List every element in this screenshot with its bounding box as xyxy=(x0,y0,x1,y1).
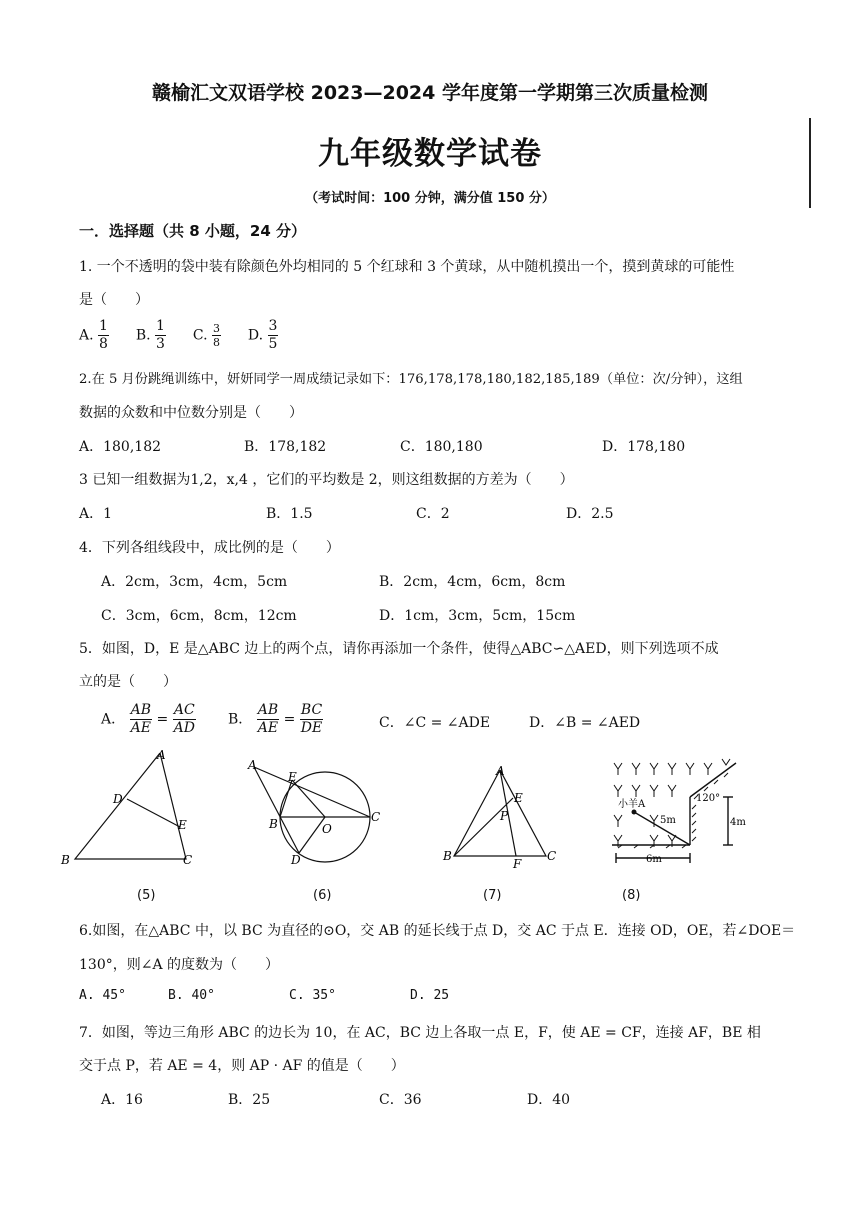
fig5-label-d: D xyxy=(113,792,123,806)
school-header: 赣榆汇文双语学校 2023—2024 学年度第一学期第三次质量检测 xyxy=(152,82,708,104)
q6-option-c: C. 35° xyxy=(289,988,336,1003)
fig5-label-b: B xyxy=(61,853,70,867)
q6-stem-line2: 130°，则∠A 的度数为（ ） xyxy=(79,957,280,973)
fig8-width-label: 6m xyxy=(646,854,662,865)
q5-option-a: A． $\frac{AB}{AE}$ = $\frac{AC}{AD}$ xyxy=(101,702,195,736)
fig7-label-f: F xyxy=(513,857,522,871)
q5-a-frac1: $\frac{AB}{AE}$ xyxy=(130,702,151,736)
q2-option-a: A．180,182 xyxy=(79,439,162,455)
q3-option-d: D．2.5 xyxy=(566,506,614,522)
q6-option-a: A. 45° xyxy=(79,988,126,1003)
fig5-label-c: C xyxy=(183,853,193,867)
fig6-label-a: A xyxy=(248,758,257,772)
q5-b-frac2: $\frac{BC}{DE}$ xyxy=(300,702,323,736)
fig7-label-c: C xyxy=(547,849,557,863)
q1-option-c-fraction: $\frac{3}{8}$ xyxy=(213,322,220,349)
q1-option-a-fraction: $\frac{1}{8}$ xyxy=(99,318,108,352)
fig8-angle-label: 120° xyxy=(696,793,721,804)
q2-option-c: C．180,180 xyxy=(400,439,483,455)
fig8-goat-label: 小羊A xyxy=(618,799,646,810)
q1-option-c-label: C. xyxy=(192,327,208,344)
fig5-label-a: A xyxy=(157,748,166,762)
fig7-label-b: B xyxy=(443,849,452,863)
q2-stem-line1: 2.在 5 月份跳绳训练中，妍妍同学一周成绩记录如下：176,178,178,180,182,185,189（单位：次/分钟），这组 xyxy=(79,372,743,387)
figure-5 xyxy=(55,745,205,870)
figure-7-caption: (7) xyxy=(483,888,502,903)
q6-option-d: D. 25 xyxy=(410,988,450,1003)
q5-option-c: C．∠C = ∠ADE xyxy=(379,715,491,731)
q5-stem-line2: 立的是（ ） xyxy=(79,674,177,690)
q7-stem-line1: 7．如图，等边三角形 ABC 的边长为 10，在 AC，BC 边上各取一点 E，F，使 AE = CF，连接 AF，BE 相 xyxy=(79,1025,761,1041)
q5-b-frac1: $\frac{AB}{AE}$ xyxy=(257,702,279,736)
q2-stem-line2: 数据的众数和中位数分别是（ ） xyxy=(79,405,303,421)
q7-option-b: B．25 xyxy=(228,1092,271,1108)
fig7-label-e: E xyxy=(514,791,523,805)
q3-option-a: A．1 xyxy=(79,506,113,522)
page-title: 九年级数学试卷 xyxy=(318,136,542,172)
figure-8 xyxy=(608,755,748,875)
q1-option-a-label: A. xyxy=(79,327,94,344)
q6-option-b: B. 40° xyxy=(168,988,215,1003)
figure-8-caption: (8) xyxy=(622,888,641,903)
q6-stem-line1: 6.如图，在△ABC 中，以 BC 为直径的⊙O，交 AB 的延长线于点 D，交 AC 于点 E．连接 OD，OE，若∠DOE＝ xyxy=(79,923,796,939)
fig6-label-b: B xyxy=(269,817,278,831)
q4-option-b: B．2cm，4cm，6cm，8cm xyxy=(379,574,566,590)
q1-option-d-label: D. xyxy=(247,327,264,344)
fig8-rope-label: 5m xyxy=(660,815,676,826)
fig5-label-e: E xyxy=(178,818,187,832)
q4-option-c: C．3cm，6cm，8cm，12cm xyxy=(101,608,297,624)
q3-stem: 3 已知一组数据为1,2，x,4 ，它们的平均数是 2，则这组数据的方差为（ ） xyxy=(79,472,574,488)
q1-options xyxy=(79,318,278,353)
q1-stem-line1: 1. 一个不透明的袋中装有除颜色外均相同的 5 个红球和 3 个黄球，从中随机摸出一个，摸到黄球的可能性 xyxy=(79,259,735,275)
fig8-height-label: 4m xyxy=(730,817,746,828)
q4-option-a: A．2cm，3cm，4cm，5cm xyxy=(101,574,288,590)
exam-info: （考试时间：100 分钟，满分值 150 分） xyxy=(305,191,555,206)
q5-a-frac2: $\frac{AC}{AD}$ xyxy=(173,702,195,736)
q3-option-b: B．1.5 xyxy=(266,506,313,522)
goat-point xyxy=(632,810,637,815)
q4-option-d: D．1cm，3cm，5cm，15cm xyxy=(379,608,576,624)
fig6-label-c: C xyxy=(371,810,381,824)
q7-stem-line2: 交于点 P，若 AE = 4，则 AP · AF 的值是（ ） xyxy=(79,1058,405,1074)
q2-option-d: D．178,180 xyxy=(602,439,686,455)
figure-5-caption: (5) xyxy=(137,888,156,903)
q1-option-b-fraction: $\frac{1}{3}$ xyxy=(156,318,165,352)
figure-6 xyxy=(240,753,390,868)
q5-stem-line1: 5．如图，D，E 是△ABC 边上的两个点，请你再添加一个条件，使得△ABC∽△AED，则下列选项不成 xyxy=(79,641,719,657)
figure-7 xyxy=(440,760,565,872)
fig6-label-e: E xyxy=(288,770,297,784)
q1-stem-line2: 是（ ） xyxy=(79,292,149,308)
q1-option-b-label: B. xyxy=(135,327,151,344)
figure-6-caption: (6) xyxy=(313,888,332,903)
q7-option-d: D．40 xyxy=(527,1092,571,1108)
q5-option-d: D．∠B = ∠AED xyxy=(529,715,641,731)
q7-option-c: C．36 xyxy=(379,1092,422,1108)
fig6-label-o: O xyxy=(322,822,332,836)
margin-line xyxy=(809,118,811,208)
q7-option-a: A．16 xyxy=(101,1092,143,1108)
q2-option-b: B．178,182 xyxy=(244,439,327,455)
fig6-label-d: D xyxy=(291,853,301,867)
section-heading: 一．选择题（共 8 小题，24 分） xyxy=(79,222,306,240)
q3-option-c: C．2 xyxy=(416,506,450,522)
q4-stem: 4．下列各组线段中，成比例的是（ ） xyxy=(79,540,340,556)
fig7-label-a: A xyxy=(496,764,505,778)
fig7-label-p: P xyxy=(500,809,509,823)
q5-option-b: B． $\frac{AB}{AE}$ = $\frac{BC}{DE}$ xyxy=(228,702,323,736)
q1-option-d-fraction: $\frac{3}{5}$ xyxy=(268,318,278,352)
